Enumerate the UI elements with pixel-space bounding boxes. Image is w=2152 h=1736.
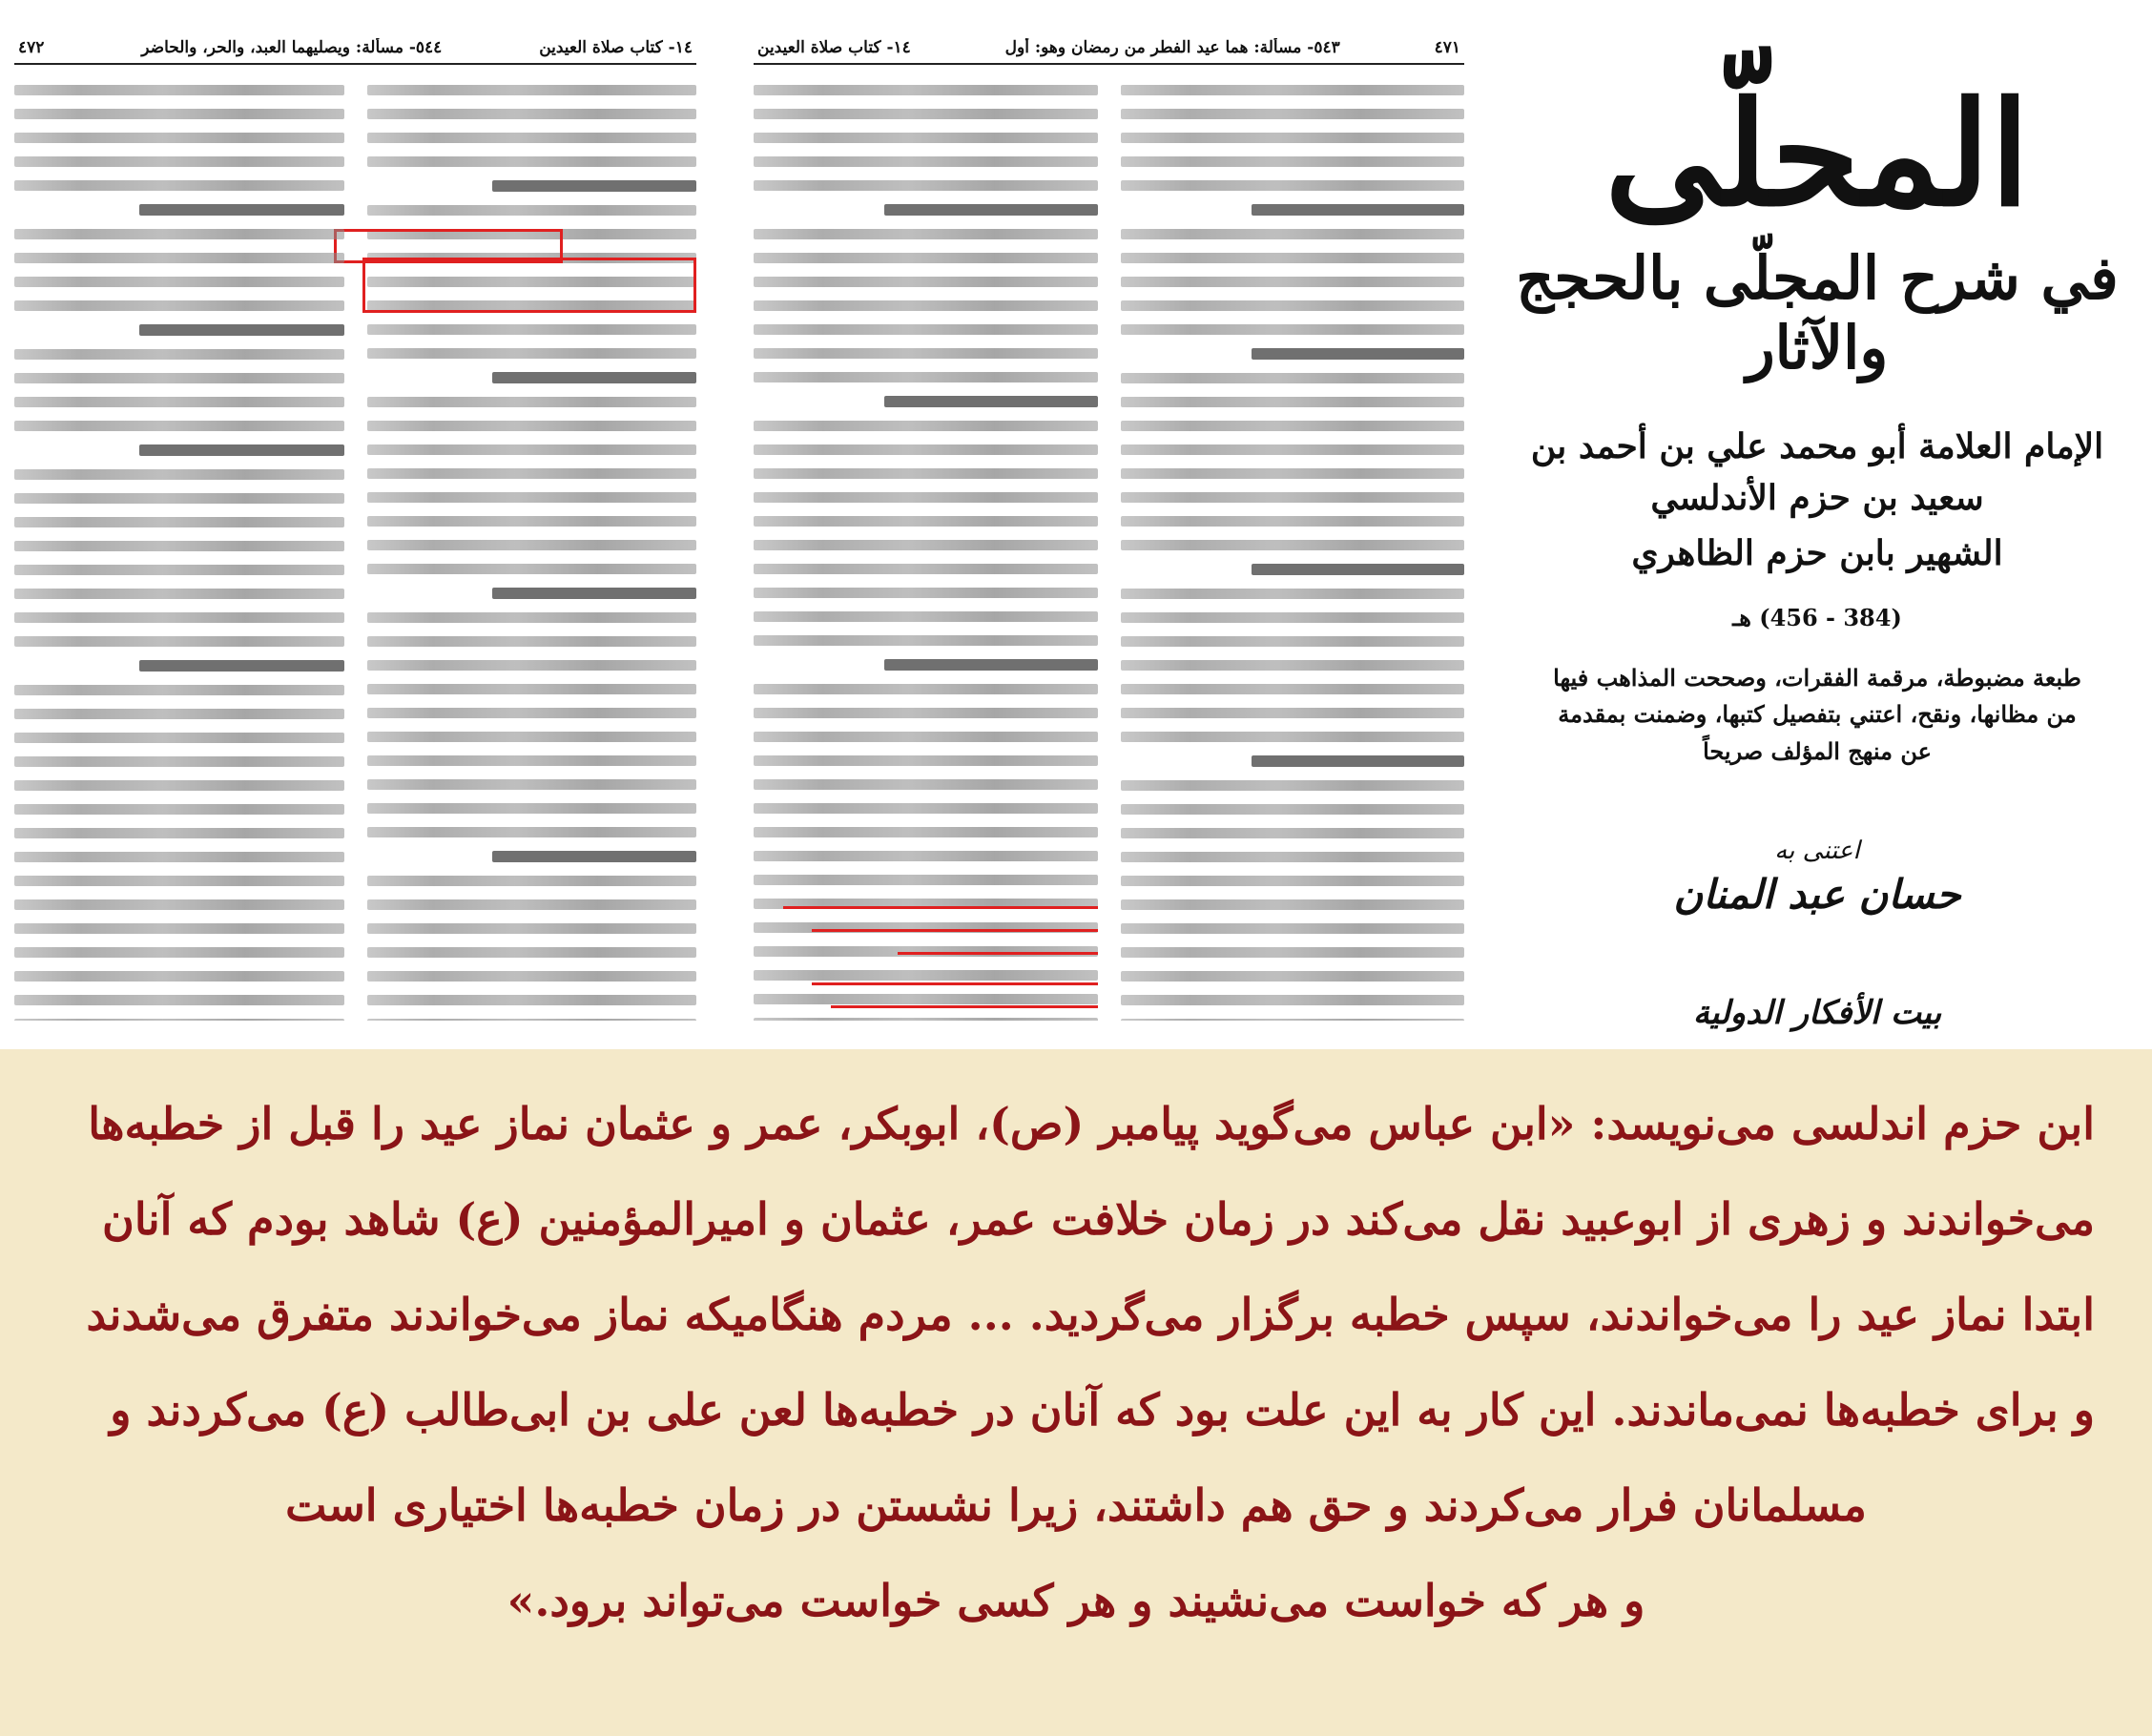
book-cover bbox=[1507, 38, 2127, 1033]
caption-line-5: مسلمانان فرار می‌کردند و حق هم داشتند، زیرا نشستن در زمان خطبه‌ها اختیاری است bbox=[285, 1479, 1867, 1531]
cover-editor-prefix: اعتنى به bbox=[1774, 837, 1860, 866]
caption-line-1: ابن حزم اندلسی می‌نویسد: «ابن عباس می‌گوید پیامبر (ص)، ابوبکر، عمر و عثمان نماز عید را قبل از خطبه‌ها bbox=[88, 1098, 2095, 1149]
caption-line-3: ابتدا نماز عید را می‌خواندند، سپس خطبه برگزار می‌گردید. ... مردم هنگامیکه نماز می‌خواندند متفرق می‌شدند bbox=[86, 1289, 2095, 1340]
cover-years: (384 - 456) هـ bbox=[1732, 604, 1902, 631]
left-page-title: ١٤- كتاب صلاة العيدين bbox=[539, 38, 693, 57]
left-page-header bbox=[14, 38, 696, 65]
persian-caption bbox=[0, 1049, 2152, 1736]
cover-author-line1: الإمام العلامة أبو محمد علي بن أحمد بن سعيد بن حزم الأندلسي bbox=[1530, 426, 2104, 518]
cover-publisher: بيت الأفكار الدولية bbox=[1692, 994, 1942, 1033]
middle-book-page bbox=[754, 38, 1464, 1021]
middle-page-column-right bbox=[1121, 78, 1465, 1021]
red-underline-4 bbox=[812, 982, 1098, 985]
left-page-section: ٥٤٤- مسألة: ويصليهما العبد، والحر، والحاضر bbox=[141, 38, 443, 57]
cover-subtitle: في شرح المجلّى بالحجج والآثار bbox=[1516, 243, 2119, 382]
middle-page-section: ٥٤٣- مسألة: هما عيد الفطر من رمضان وهو: أول bbox=[1004, 38, 1340, 57]
red-underline-2 bbox=[812, 929, 1098, 932]
red-underline-1 bbox=[783, 906, 1098, 909]
left-page-column-left bbox=[14, 78, 344, 1021]
cover-editor: حسان عبد المنان bbox=[1673, 871, 1961, 919]
caption-line-6: و هر که خواست می‌نشیند و هر کسی خواست می‌تواند برود.» bbox=[507, 1575, 1645, 1626]
cover-title: المحلّى bbox=[1604, 71, 2030, 238]
cover-author-line2: الشهير بابن حزم الظاهري bbox=[1631, 533, 2003, 573]
highlight-box-bottom bbox=[362, 258, 696, 313]
middle-page-header bbox=[754, 38, 1464, 65]
cover-description: طبعة مضبوطة، مرقمة الفقرات، وصححت المذاهب فيها من مظانها، ونقح، اعتني بتفصيل كتبها، وضمنت بمقدمة عن منهج المؤلف صريحاً bbox=[1553, 664, 2081, 765]
middle-page-column-left bbox=[754, 78, 1098, 1021]
red-underline-5 bbox=[831, 1005, 1098, 1008]
middle-page-number: ٤٧١ bbox=[1434, 38, 1460, 57]
left-book-page bbox=[14, 38, 696, 1021]
left-page-number: ٤٧٢ bbox=[18, 38, 45, 57]
left-page-column-right bbox=[367, 78, 697, 1021]
red-underline-3 bbox=[898, 952, 1098, 955]
middle-page-title: ١٤- كتاب صلاة العيدين bbox=[757, 38, 911, 57]
caption-line-4: و برای خطبه‌ها نمی‌ماندند. این کار به این علت بود که آنان در خطبه‌ها لعن علی بن ابی‌طالب (ع) می‌کردند و bbox=[110, 1384, 2095, 1436]
caption-line-2: می‌خواندند و زهری از ابوعبید نقل می‌کند در زمان خلافت عمر، عثمان و امیرالمؤمنین (ع) شاهد بودم که آنان bbox=[102, 1193, 2095, 1245]
